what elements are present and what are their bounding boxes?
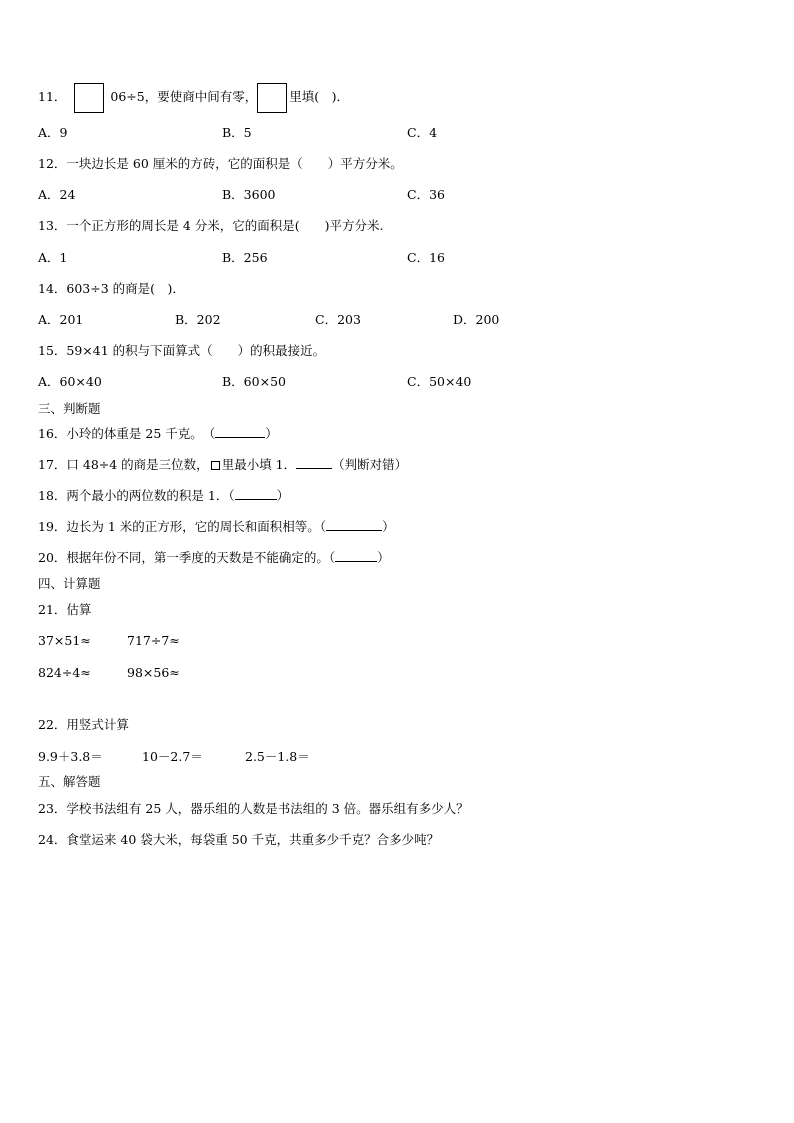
question-13: 13．一个正方形的周长是 4 分米，它的面积是( )平方分米.	[38, 218, 384, 233]
bracket: ）	[265, 426, 278, 441]
question-15: 15．59×41 的积与下面算式（ ）的积最接近。	[38, 343, 326, 358]
option-b: B．3600	[222, 187, 276, 202]
question-18	[38, 487, 289, 505]
option-d: D．200	[453, 312, 500, 327]
section-heading: 三、判断题	[38, 401, 101, 416]
bracket: ）	[276, 488, 290, 503]
option-c: C．203	[315, 312, 361, 327]
question-14: 14．603÷3 的商是( )．	[38, 281, 185, 296]
question-text: 里填( )．	[289, 89, 350, 104]
square-symbol	[211, 461, 220, 470]
answer-box	[74, 83, 104, 113]
question-22-title: 22．用竖式计算	[38, 717, 129, 732]
question-text: 16．小玲的体重是 25 千克。 （	[38, 426, 216, 441]
question-23: 23．学校书法组有 25 人，器乐组的人数是书法组的 3 倍。器乐组有多少人？	[38, 801, 469, 816]
answer-blank	[215, 425, 265, 438]
option-c: C．50×40	[407, 374, 472, 389]
answer-blank	[296, 456, 332, 469]
option-a: A．60×40	[38, 374, 102, 389]
question-text: 18．两个最小的两位数的积是 1．（	[38, 488, 235, 503]
option-c: C．4	[407, 125, 438, 140]
option-c: C．16	[407, 250, 445, 265]
question-24: 24．食堂运来 40 袋大米，每袋重 50 千克，共重多少千克？合多少吨？	[38, 832, 440, 847]
question-17	[38, 456, 407, 474]
question-19	[38, 518, 395, 536]
option-b: B．202	[175, 312, 221, 327]
option-c: C．36	[407, 187, 445, 202]
answer-blank	[326, 518, 382, 531]
question-11	[38, 82, 349, 113]
answer-blank	[335, 549, 377, 562]
option-b: B．5	[222, 125, 252, 140]
estimate-item: 717÷7≈	[127, 633, 180, 648]
question-16	[38, 425, 278, 443]
question-text: 里最小填 1．	[221, 457, 297, 472]
question-12: 12．一块边长是 60 厘米的方砖，它的面积是（ ）平方分米。	[38, 156, 403, 171]
option-a: A．1	[38, 250, 68, 265]
option-a: A．9	[38, 125, 68, 140]
option-a: A．24	[38, 187, 76, 202]
question-21-title: 21．估算	[38, 602, 92, 617]
calc-item: 2.5－1.8＝	[245, 749, 310, 764]
section-heading: 五、解答题	[38, 774, 101, 789]
bracket: ）	[382, 519, 395, 534]
question-text: 17．口 48÷4 的商是三位数，	[38, 457, 209, 472]
question-text: 06÷5，要使商中间有零，	[110, 89, 258, 104]
bracket: ）	[377, 550, 390, 565]
section-heading: 四、计算题	[38, 576, 101, 591]
question-number: 11．	[38, 89, 67, 104]
answer-blank	[235, 487, 277, 500]
estimate-item: 824÷4≈	[38, 665, 91, 680]
calc-item: 9.9＋3.8＝	[38, 749, 103, 764]
judge-note: （判断对错）	[332, 457, 408, 472]
question-20	[38, 549, 390, 567]
answer-box	[257, 83, 287, 113]
question-text: 19．边长为 1 米的正方形，它的周长和面积相等。（	[38, 519, 327, 534]
option-a: A．201	[38, 312, 84, 327]
estimate-item: 98×56≈	[127, 665, 180, 680]
calc-item: 10－2.7＝	[142, 749, 203, 764]
question-text: 20．根据年份不同，第一季度的天数是不能确定的。（	[38, 550, 336, 565]
option-b: B．60×50	[222, 374, 286, 389]
option-b: B．256	[222, 250, 268, 265]
estimate-item: 37×51≈	[38, 633, 91, 648]
